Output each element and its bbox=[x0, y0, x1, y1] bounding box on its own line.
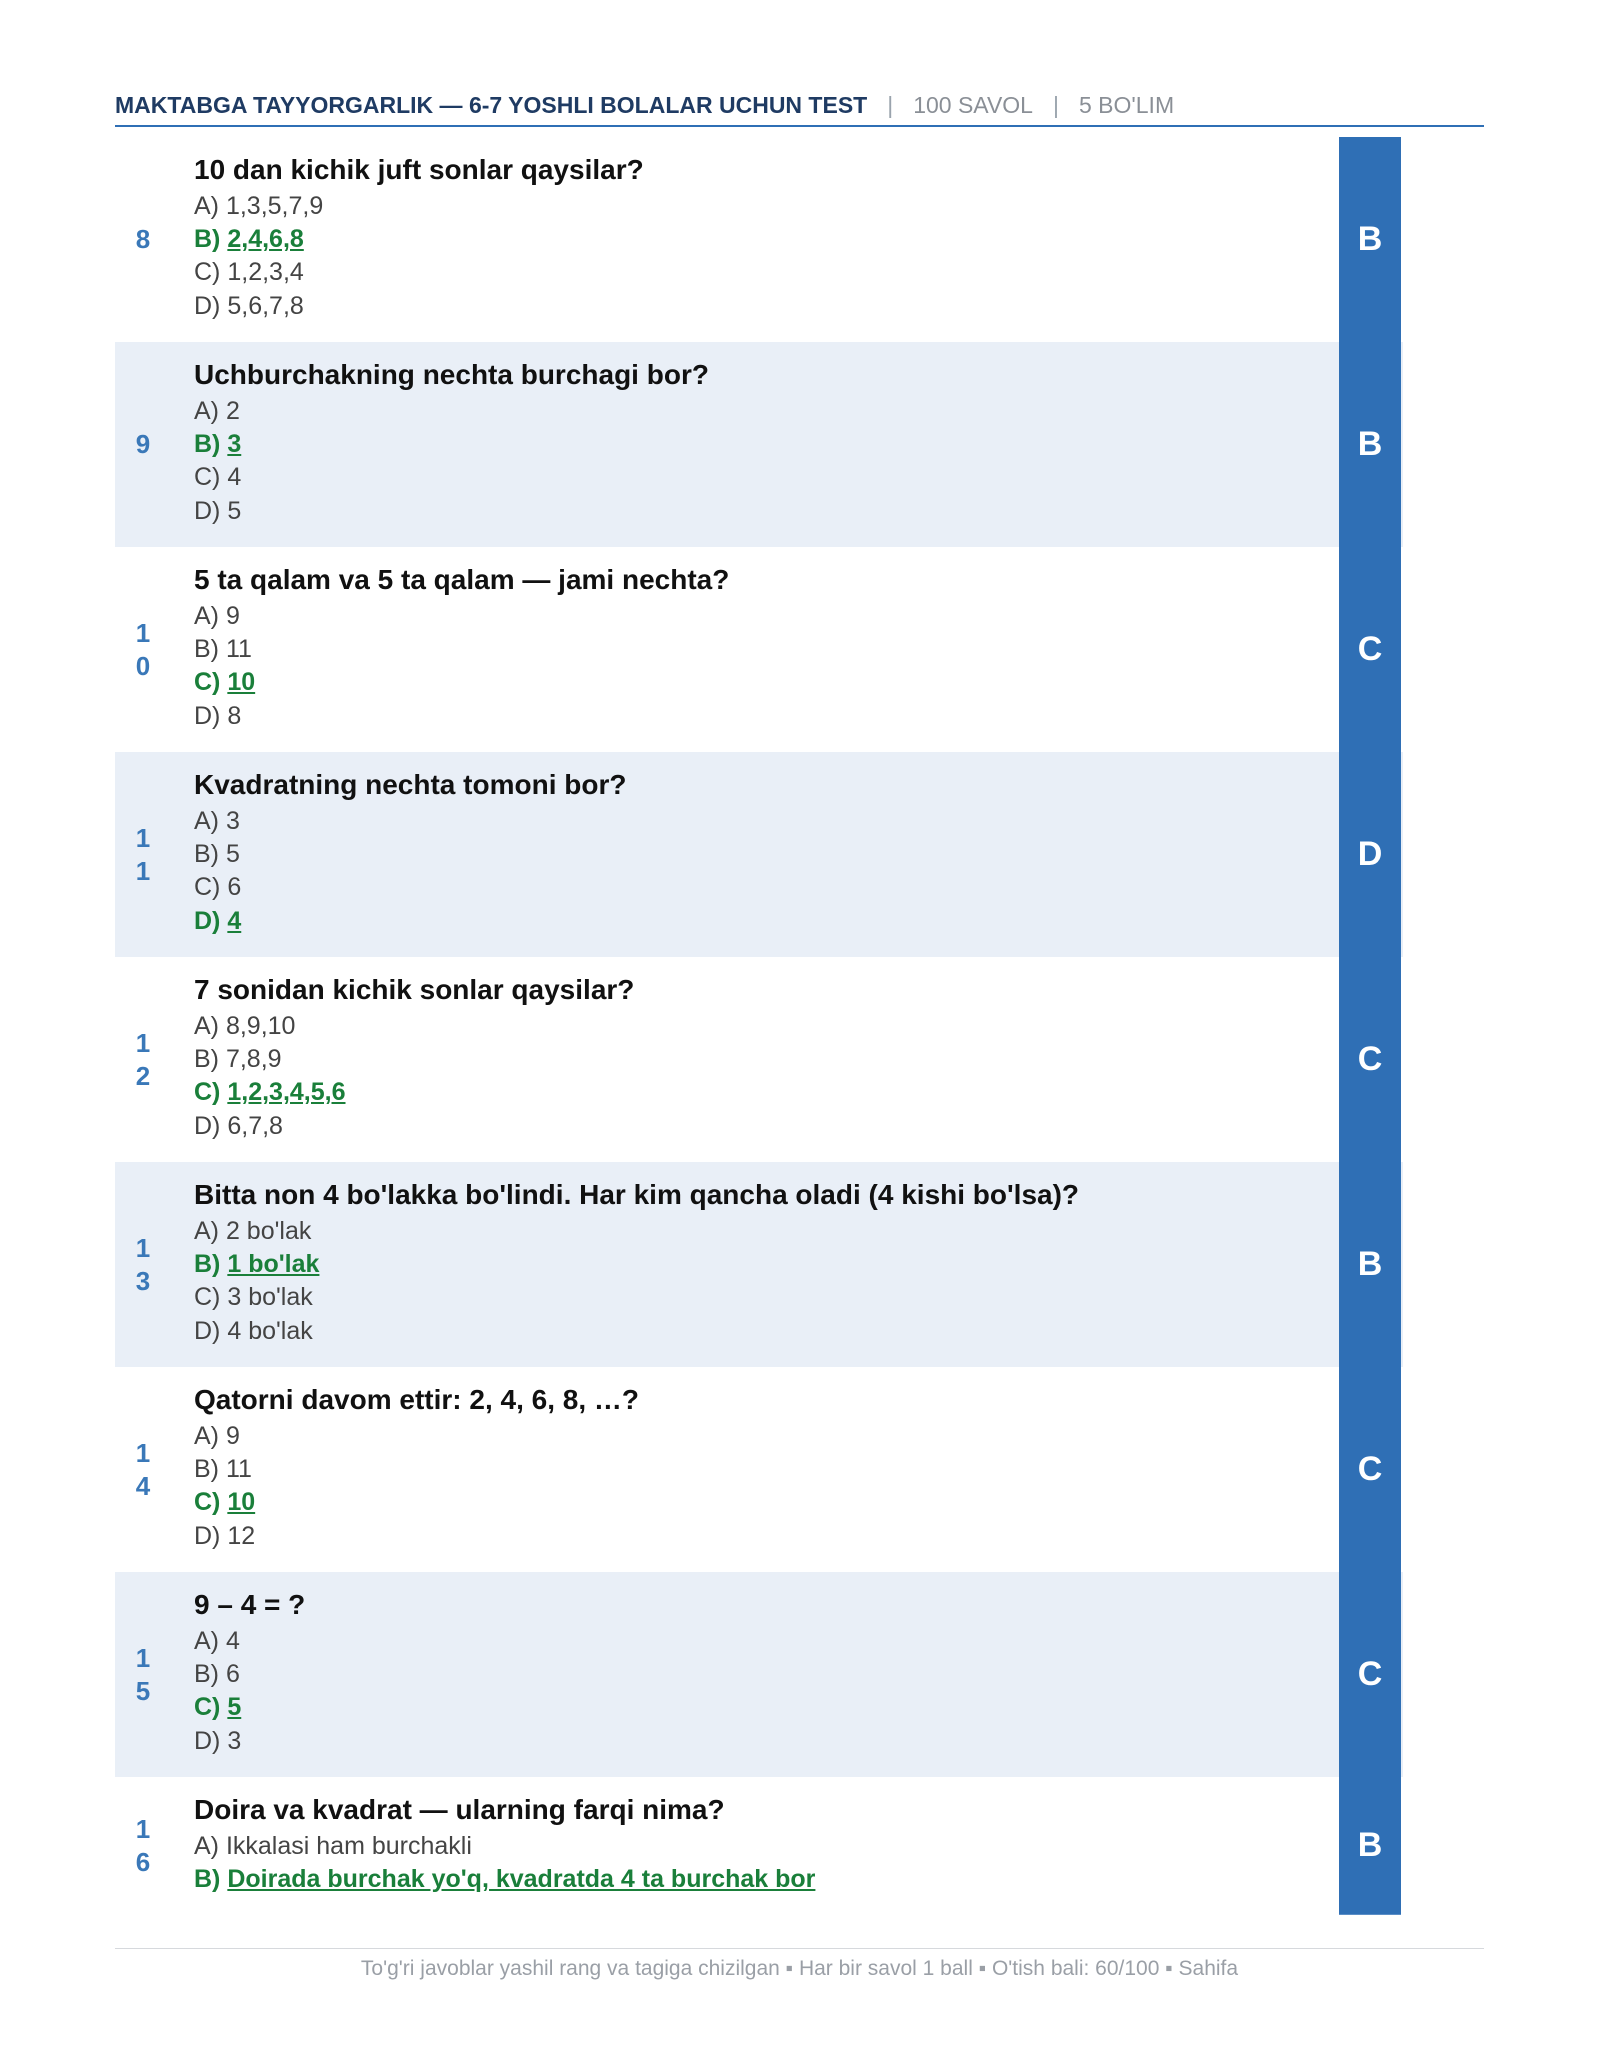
option-text: 9 bbox=[225, 602, 240, 630]
option-letter: C) bbox=[194, 1283, 221, 1312]
section-count: 5 BO'LIM bbox=[1078, 92, 1175, 118]
option-letter: D) bbox=[194, 496, 221, 525]
option-text: 5,6,7,8 bbox=[227, 291, 304, 320]
option-text: 3 bo'lak bbox=[227, 1283, 313, 1312]
option-letter: D) bbox=[194, 906, 221, 935]
question-row bbox=[115, 547, 1403, 752]
option-letter: A) bbox=[194, 807, 219, 835]
answer-option bbox=[194, 838, 1314, 871]
question-number: 16 bbox=[135, 1813, 151, 1877]
answer-key-badge: C bbox=[1339, 1572, 1401, 1778]
answer-option bbox=[194, 1281, 1314, 1314]
correct-answer-option bbox=[194, 428, 1314, 461]
answer-option bbox=[194, 871, 1314, 904]
option-letter: A) bbox=[194, 1012, 219, 1040]
answer-option bbox=[194, 1830, 1314, 1863]
option-letter: A) bbox=[194, 1422, 219, 1450]
option-letter: B) bbox=[194, 1045, 219, 1074]
option-letter: D) bbox=[194, 701, 221, 730]
question-text: 10 dan kichik juft sonlar qaysilar? bbox=[194, 154, 644, 185]
option-text: Doirada burchak yo'q, kvadratda 4 ta burchak bor bbox=[227, 1865, 816, 1894]
option-letter: B) bbox=[194, 840, 219, 869]
option-text: 5 bbox=[225, 840, 240, 869]
page-footer: To'g'ri javoblar yashil rang va tagiga chizilgan ▪ Har bir savol 1 ball ▪ O'tish bali: 60/100 ▪ Sahifa bbox=[115, 1948, 1484, 1981]
option-text: Ikkalasi ham burchakli bbox=[225, 1832, 472, 1860]
option-letter: A) bbox=[194, 1627, 219, 1655]
answer-option bbox=[194, 1043, 1314, 1076]
option-letter: A) bbox=[194, 602, 219, 630]
question-row bbox=[115, 1162, 1403, 1367]
option-text: 4 bbox=[227, 463, 242, 492]
option-letter: C) bbox=[194, 873, 221, 902]
option-letter: B) bbox=[194, 430, 221, 459]
option-text: 4 bbox=[225, 1627, 240, 1655]
correct-answer-option bbox=[194, 223, 1314, 256]
answer-key-badge: B bbox=[1339, 1777, 1401, 1915]
answer-option bbox=[194, 395, 1314, 428]
answer-option bbox=[194, 1420, 1314, 1453]
correct-answer-option bbox=[194, 1486, 1314, 1519]
option-text: 10 bbox=[227, 1488, 256, 1517]
answer-option bbox=[194, 256, 1314, 289]
question-number: 9 bbox=[135, 429, 151, 459]
question-number: 11 bbox=[135, 822, 151, 886]
question-text: Qatorni davom ettir: 2, 4, 6, 8, …? bbox=[194, 1384, 639, 1415]
page-header bbox=[115, 92, 1484, 127]
option-letter: B) bbox=[194, 1250, 221, 1279]
question-number: 8 bbox=[135, 224, 151, 254]
option-text: 10 bbox=[227, 668, 256, 697]
question-body bbox=[194, 152, 1314, 323]
option-letter: D) bbox=[194, 291, 221, 320]
question-number: 13 bbox=[135, 1232, 151, 1296]
correct-answer-option bbox=[194, 1863, 1314, 1896]
option-letter: B) bbox=[194, 225, 221, 254]
answer-key-badge: B bbox=[1339, 342, 1401, 548]
question-list bbox=[115, 137, 1403, 1914]
question-body bbox=[194, 357, 1314, 528]
option-letter: B) bbox=[194, 635, 219, 664]
answer-key-badge: B bbox=[1339, 137, 1401, 343]
option-text: 12 bbox=[227, 1521, 256, 1550]
question-number: 10 bbox=[135, 617, 151, 681]
answer-option bbox=[194, 1215, 1314, 1248]
question-row bbox=[115, 342, 1403, 547]
answer-option bbox=[194, 461, 1314, 494]
answer-option bbox=[194, 700, 1314, 733]
answer-option bbox=[194, 1625, 1314, 1658]
answer-key-badge: D bbox=[1339, 752, 1401, 958]
question-text: Bitta non 4 bo'lakka bo'lindi. Har kim qancha oladi (4 kishi bo'lsa)? bbox=[194, 1179, 1080, 1210]
question-body bbox=[194, 1792, 1314, 1896]
option-text: 9 bbox=[225, 1422, 240, 1450]
answer-option bbox=[194, 1658, 1314, 1691]
test-title: MAKTABGA TAYYORGARLIK — 6-7 YOSHLI BOLALAR UCHUN TEST bbox=[115, 92, 868, 118]
option-letter: B) bbox=[194, 1455, 219, 1484]
correct-answer-option bbox=[194, 666, 1314, 699]
option-text: 8 bbox=[227, 701, 242, 730]
option-letter: D) bbox=[194, 1521, 221, 1550]
correct-answer-option bbox=[194, 1248, 1314, 1281]
header-separator: | bbox=[1052, 92, 1059, 118]
option-text: 1,3,5,7,9 bbox=[225, 192, 324, 220]
question-count: 100 SAVOL bbox=[913, 92, 1033, 118]
question-text: 5 ta qalam va 5 ta qalam — jami nechta? bbox=[194, 564, 730, 595]
answer-key-badge: C bbox=[1339, 1367, 1401, 1573]
correct-answer-option bbox=[194, 905, 1314, 938]
option-letter: D) bbox=[194, 1111, 221, 1140]
question-body bbox=[194, 767, 1314, 938]
question-body bbox=[194, 1587, 1314, 1758]
option-letter: C) bbox=[194, 463, 221, 492]
answer-option bbox=[194, 1725, 1314, 1758]
correct-answer-option bbox=[194, 1691, 1314, 1724]
answer-option bbox=[194, 1110, 1314, 1143]
option-text: 5 bbox=[227, 1693, 242, 1722]
question-row bbox=[115, 137, 1403, 342]
answer-option bbox=[194, 290, 1314, 323]
option-text: 3 bbox=[227, 1726, 242, 1755]
option-text: 4 bbox=[227, 906, 242, 935]
option-letter: A) bbox=[194, 1832, 219, 1860]
option-text: 11 bbox=[225, 1455, 252, 1484]
answer-option bbox=[194, 1453, 1314, 1486]
answer-option bbox=[194, 1010, 1314, 1043]
option-letter: D) bbox=[194, 1316, 221, 1345]
option-letter: C) bbox=[194, 1488, 221, 1517]
answer-option bbox=[194, 600, 1314, 633]
option-text: 1,2,3,4 bbox=[227, 258, 304, 287]
question-body bbox=[194, 1382, 1314, 1553]
header-separator: | bbox=[887, 92, 894, 118]
option-text: 4 bo'lak bbox=[227, 1316, 313, 1345]
option-text: 6 bbox=[225, 1660, 240, 1689]
option-text: 3 bbox=[227, 430, 242, 459]
answer-option bbox=[194, 805, 1314, 838]
question-row bbox=[115, 1367, 1403, 1572]
option-letter: C) bbox=[194, 668, 221, 697]
answer-key-badge: C bbox=[1339, 547, 1401, 753]
option-letter: D) bbox=[194, 1726, 221, 1755]
question-number: 15 bbox=[135, 1642, 151, 1706]
question-row bbox=[115, 1777, 1403, 1914]
question-text: Kvadratning nechta tomoni bor? bbox=[194, 769, 627, 800]
answer-option bbox=[194, 1520, 1314, 1553]
answer-key-badge: C bbox=[1339, 957, 1401, 1163]
question-text: 9 – 4 = ? bbox=[194, 1589, 306, 1620]
option-letter: C) bbox=[194, 258, 221, 287]
question-number: 12 bbox=[135, 1027, 151, 1091]
answer-key-badge: B bbox=[1339, 1162, 1401, 1368]
option-text: 7,8,9 bbox=[225, 1045, 282, 1074]
option-text: 2 bo'lak bbox=[225, 1217, 312, 1245]
option-text: 3 bbox=[225, 807, 240, 835]
answer-option bbox=[194, 1315, 1314, 1348]
option-text: 2,4,6,8 bbox=[227, 225, 304, 254]
question-body bbox=[194, 1177, 1314, 1348]
answer-option bbox=[194, 633, 1314, 666]
option-text: 6 bbox=[227, 873, 242, 902]
question-text: Uchburchakning nechta burchagi bor? bbox=[194, 359, 709, 390]
option-text: 8,9,10 bbox=[225, 1012, 296, 1040]
option-text: 11 bbox=[225, 635, 252, 664]
option-letter: A) bbox=[194, 397, 219, 425]
option-letter: A) bbox=[194, 1217, 219, 1245]
question-body bbox=[194, 972, 1314, 1143]
option-letter: C) bbox=[194, 1693, 221, 1722]
question-row bbox=[115, 752, 1403, 957]
option-text: 2 bbox=[225, 397, 240, 425]
option-text: 1,2,3,4,5,6 bbox=[227, 1078, 346, 1107]
question-number: 14 bbox=[135, 1437, 151, 1501]
answer-option bbox=[194, 495, 1314, 528]
question-text: 7 sonidan kichik sonlar qaysilar? bbox=[194, 974, 635, 1005]
question-row bbox=[115, 1572, 1403, 1777]
question-row bbox=[115, 957, 1403, 1162]
option-letter: B) bbox=[194, 1865, 221, 1894]
question-body bbox=[194, 562, 1314, 733]
option-letter: B) bbox=[194, 1660, 219, 1689]
answer-option bbox=[194, 190, 1314, 223]
question-text: Doira va kvadrat — ularning farqi nima? bbox=[194, 1794, 725, 1825]
option-text: 6,7,8 bbox=[227, 1111, 283, 1140]
correct-answer-option bbox=[194, 1076, 1314, 1109]
option-letter: C) bbox=[194, 1078, 221, 1107]
option-text: 1 bo'lak bbox=[227, 1250, 320, 1279]
option-letter: A) bbox=[194, 192, 219, 220]
option-text: 5 bbox=[227, 496, 242, 525]
